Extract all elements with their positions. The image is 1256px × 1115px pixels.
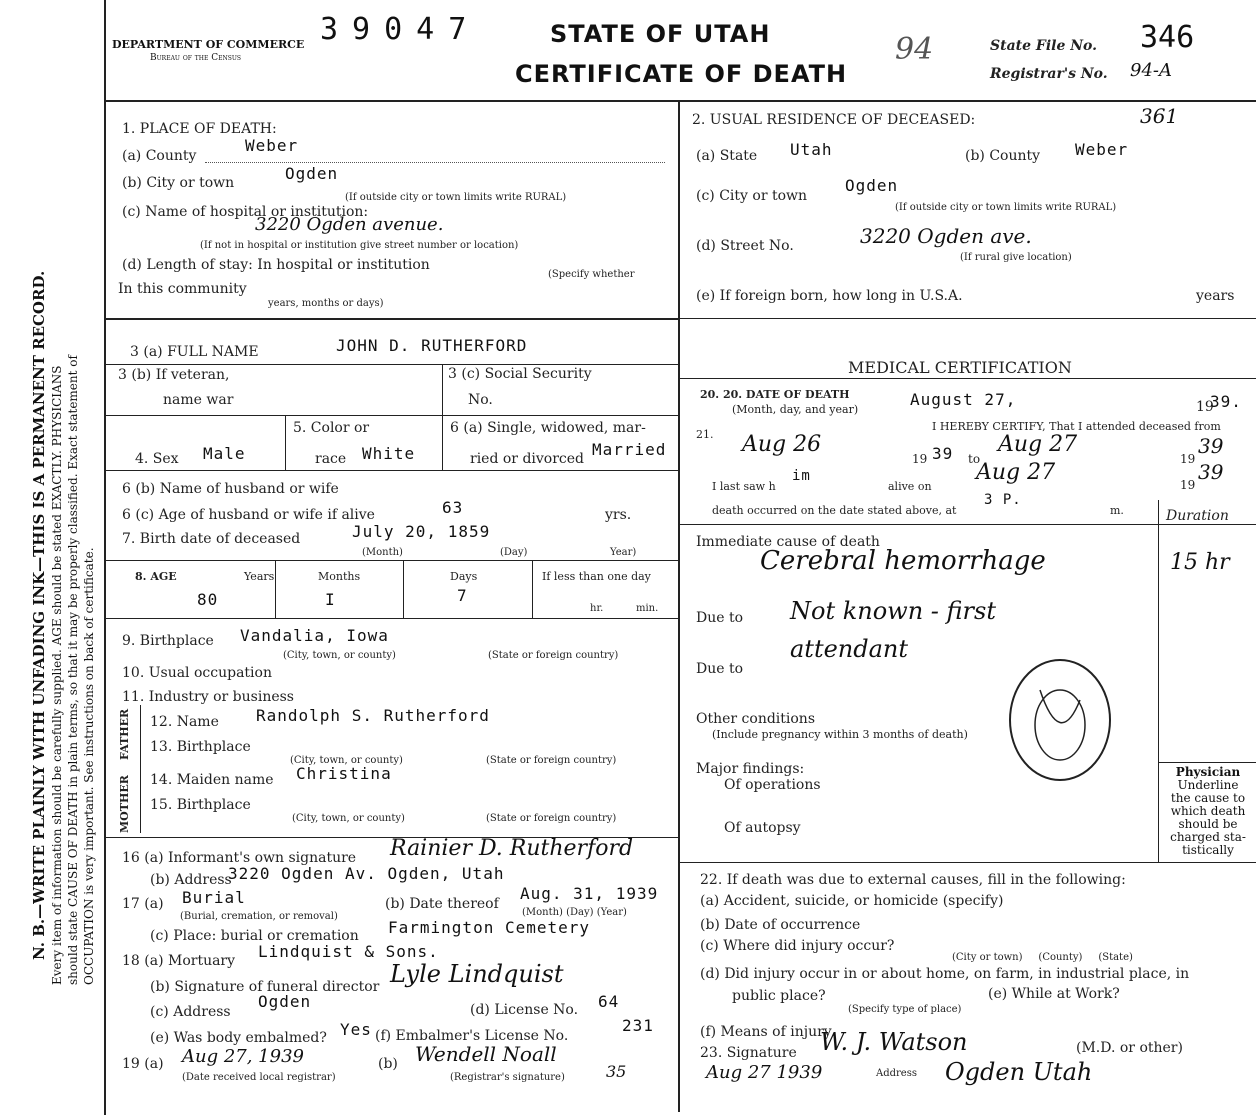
- embalmer: 231: [622, 1016, 654, 1035]
- registrar-note: (Registrar's signature): [450, 1072, 565, 1083]
- pod-community-label: In this community: [118, 281, 247, 297]
- received-note: (Date received local registrar): [182, 1072, 336, 1083]
- registrar-value: 94-A: [1130, 60, 1172, 81]
- department: DEPARTMENT OF COMMERCE: [112, 38, 305, 51]
- full-name: JOHN D. RUTHERFORD: [336, 336, 528, 355]
- occupation-label: 10. Usual occupation: [122, 665, 272, 681]
- father-side-label: FATHER: [118, 708, 131, 760]
- sig-date: Aug 27 1939: [706, 1062, 823, 1083]
- informant-sig-label: 16 (a) Informant's own signature: [122, 850, 357, 866]
- certify-num: 21.: [696, 428, 714, 441]
- pod-specify: (Specify whether: [548, 269, 635, 280]
- age-years-label: Years: [244, 570, 275, 583]
- age-months: I: [325, 590, 336, 609]
- major-label: Major findings:: [696, 761, 805, 777]
- veteran-label: 3 (b) If veteran,: [118, 367, 230, 383]
- birth-day: (Day): [500, 547, 528, 558]
- pb-0: Physician: [1175, 765, 1241, 779]
- embalmed-label: (e) Was body embalmed?: [150, 1030, 327, 1046]
- hr: hr.: [590, 603, 604, 614]
- alive-on: alive on: [888, 480, 932, 493]
- from-year: 39: [932, 444, 954, 463]
- age-label: 8. AGE: [135, 570, 177, 583]
- fb-state-note: (State or foreign country): [486, 755, 617, 766]
- mother-name-label: 14. Maiden name: [150, 772, 274, 788]
- alive-date: Aug 27: [976, 460, 1056, 485]
- marital: Married: [592, 440, 667, 459]
- duration: 15 hr: [1170, 550, 1230, 575]
- place-of-death-heading: 1. PLACE OF DEATH:: [122, 121, 277, 137]
- last-saw-label: I last saw h: [712, 480, 776, 493]
- birthplace-label: 9. Birthplace: [122, 633, 214, 649]
- attended-to: Aug 27: [998, 432, 1078, 457]
- less-than-day: If less than one day: [542, 570, 651, 583]
- pb-2: the cause to: [1170, 791, 1246, 805]
- dod-note: (Month, day, and year): [732, 403, 859, 416]
- director-signature: Lyle Lindquist: [390, 960, 564, 988]
- ext-d2: public place?: [732, 988, 826, 1004]
- due1: Not known - first attendant: [790, 597, 996, 663]
- ss-no: No.: [468, 392, 493, 408]
- registrar-mark: 35: [606, 1062, 627, 1081]
- informant-address-label: (b) Address: [150, 872, 232, 888]
- ext-f: (f) Means of injury: [700, 1024, 832, 1040]
- res-street-label: (d) Street No.: [696, 238, 794, 254]
- res-city-label: (c) City or town: [696, 188, 808, 204]
- res-county: Weber: [1075, 140, 1129, 159]
- death-time: 3 P.: [984, 492, 1022, 508]
- registrar-sig-label: (b): [378, 1056, 398, 1072]
- ss-label: 3 (c) Social Security: [448, 366, 592, 382]
- registrar-label: Registrar's No.: [990, 66, 1108, 82]
- operations-label: Of operations: [724, 777, 821, 793]
- burial-date-note: (Month) (Day) (Year): [522, 907, 627, 918]
- mother-name: Christina: [296, 764, 392, 783]
- pod-stay-label: (d) Length of stay: In hospital or institution: [122, 257, 430, 273]
- full-name-label: 3 (a) FULL NAME: [130, 344, 259, 360]
- license-label: (d) License No.: [470, 1002, 579, 1018]
- physician-signature: W. J. Watson: [820, 1028, 968, 1056]
- pb-1: Underline: [1177, 778, 1239, 792]
- time-m: m.: [1110, 504, 1124, 517]
- state-title: STATE OF UTAH: [550, 20, 771, 48]
- ext-d-note: (Specify type of place): [848, 1004, 962, 1015]
- pod-hospital-note: (If not in hospital or institution give street number or location): [200, 240, 519, 251]
- pod-county-label: (a) County: [122, 148, 197, 164]
- fd-address-label: (c) Address: [150, 1004, 231, 1020]
- father-name: Randolph S. Rutherford: [256, 706, 490, 725]
- color-label: 5. Color or: [293, 420, 370, 436]
- pod-community-note: years, months or days): [268, 298, 384, 309]
- burial-date-label: (b) Date thereof: [385, 896, 499, 912]
- pb-3: which death: [1170, 804, 1246, 818]
- spouse-label: 6 (b) Name of husband or wife: [122, 481, 339, 497]
- immediate-cause: Cerebral hemorrhage: [760, 546, 1046, 576]
- res-city-note: (If outside city or town limits write RURAL): [895, 202, 1117, 213]
- sex-label: 4. Sex: [135, 451, 179, 467]
- physician-box: [1162, 766, 1254, 857]
- age-months-label: Months: [318, 570, 361, 583]
- race: White: [362, 444, 416, 463]
- mortuary-label: 18 (a) Mortuary: [122, 953, 236, 969]
- embalmer-label: (f) Embalmer's License No.: [375, 1028, 569, 1044]
- ext-d: (d) Did injury occur in or about home, on farm, in industrial place, in: [700, 966, 1190, 982]
- duration-label: Duration: [1166, 508, 1229, 524]
- received-label: 19 (a): [122, 1056, 164, 1072]
- res-state: Utah: [790, 140, 833, 159]
- received-date: Aug 27, 1939: [182, 1046, 304, 1067]
- pod-city: Ogden: [285, 164, 339, 183]
- pod-city-note: (If outside city or town limits write RURAL): [345, 192, 567, 203]
- birth-label: 7. Birth date of deceased: [122, 531, 301, 547]
- serial-number: 39047: [320, 12, 481, 47]
- mb-city-note: (City, town, or county): [292, 813, 405, 824]
- sig-address-label: Address: [876, 1068, 917, 1079]
- pb-4: should be: [1178, 817, 1238, 831]
- medical-heading: MEDICAL CERTIFICATION: [848, 358, 1072, 377]
- pb-5: charged sta-: [1170, 830, 1246, 844]
- res-state-label: (a) State: [696, 148, 758, 164]
- marital-label2: ried or divorced: [470, 451, 584, 467]
- occurred-label: death occurred on the date stated above, at: [712, 504, 957, 517]
- from-nineteen: 19: [912, 452, 928, 466]
- autopsy-label: Of autopsy: [724, 820, 801, 836]
- sig-address: Ogden Utah: [945, 1058, 1093, 1086]
- pod-hospital: 3220 Ogden avenue.: [255, 214, 444, 235]
- other-label: Other conditions: [696, 711, 816, 727]
- spouse-age: 63: [442, 498, 464, 517]
- to-year: 39: [1198, 434, 1224, 458]
- certificate-title: CERTIFICATE OF DEATH: [515, 60, 848, 88]
- embalmed: Yes: [340, 1020, 372, 1039]
- to-nineteen: 19: [1180, 452, 1196, 466]
- ext-b: (b) Date of occurrence: [700, 917, 861, 933]
- age-years: 80: [197, 590, 219, 609]
- bp-state-note: (State or foreign country): [488, 650, 619, 661]
- alive-nineteen: 19: [1180, 478, 1196, 492]
- fd-address: Ogden: [258, 992, 312, 1011]
- pod-county: Weber: [245, 136, 299, 155]
- fb-city-note: (City, town, or county): [290, 755, 403, 766]
- registrar-signature: Wendell Noall: [415, 1042, 557, 1066]
- director-label: (b) Signature of funeral director: [150, 979, 380, 995]
- res-city: Ogden: [845, 176, 899, 195]
- mother-side-label: MOTHER: [118, 775, 131, 833]
- state-file-label: State File No.: [990, 38, 1098, 54]
- dod-year: 39.: [1210, 392, 1242, 411]
- dod-year-prefix: 19: [1196, 399, 1214, 415]
- burial-note: (Burial, cremation, or removal): [180, 911, 338, 922]
- ext-c-note: (City or town) (County) (State): [952, 952, 1133, 963]
- ext-a: (a) Accident, suicide, or homicide (specify): [700, 893, 1004, 909]
- margin-line2: Every item of information should be carefully supplied. AGE should be stated EXACTLY. PHYSICIANS: [50, 365, 64, 985]
- residence-mark: 361: [1140, 104, 1179, 128]
- mb-state-note: (State or foreign country): [486, 813, 617, 824]
- father-birthplace-label: 13. Birthplace: [150, 739, 251, 755]
- birth-month: (Month): [362, 547, 403, 558]
- birthplace: Vandalia, Iowa: [240, 626, 389, 645]
- mortuary: Lindquist & Sons.: [258, 942, 439, 961]
- immediate-label: Immediate cause of death: [696, 534, 880, 550]
- informant-signature: Rainier D. Rutherford: [390, 836, 634, 861]
- margin-warning: N. B.—WRITE PLAINLY WITH UNFADING INK—THIS IS A PERMANENT RECORD.: [30, 270, 48, 960]
- last-saw-val: im: [792, 468, 811, 484]
- burial-place-label: (c) Place: burial or cremation: [150, 928, 359, 944]
- res-foreign-label: (e) If foreign born, how long in U.S.A.: [696, 288, 963, 304]
- due1-label: Due to: [696, 610, 744, 626]
- spouse-age-label: 6 (c) Age of husband or wife if alive: [122, 507, 375, 523]
- race-label: race: [315, 451, 347, 467]
- ext-e: (e) While at Work?: [988, 986, 1120, 1002]
- war-label: name war: [163, 392, 234, 408]
- margin-line4: OCCUPATION is very important. See instructions on back of certificate.: [82, 547, 96, 985]
- ext-c: (c) Where did injury occur?: [700, 938, 895, 954]
- pod-hospital-label: (c) Name of hospital or institution:: [122, 204, 369, 220]
- residence-heading: 2. USUAL RESIDENCE OF DECEASED:: [692, 112, 976, 128]
- external-label: 22. If death was due to external causes, fill in the following:: [700, 872, 1126, 888]
- burial-label: 17 (a): [122, 896, 164, 912]
- stamp-mark: [980, 650, 1140, 790]
- sig-label: 23. Signature: [700, 1045, 797, 1061]
- alive-year: 39: [1198, 460, 1224, 484]
- burial: Burial: [182, 888, 246, 907]
- yrs: yrs.: [605, 507, 632, 523]
- to-word: to: [968, 452, 981, 466]
- sex: Male: [203, 444, 246, 463]
- corner-note: 94: [895, 32, 934, 67]
- age-days-label: Days: [450, 570, 478, 583]
- md-label: (M.D. or other): [1076, 1040, 1183, 1056]
- mother-birthplace-label: 15. Birthplace: [150, 797, 251, 813]
- other-note: (Include pregnancy within 3 months of death): [712, 728, 968, 741]
- age-days: 7: [457, 586, 468, 605]
- certify-text: I HEREBY CERTIFY, That I attended deceased from: [932, 420, 1221, 433]
- left-margin: [0, 0, 100, 1115]
- pb-6: tistically: [1182, 843, 1234, 857]
- date-of-death-label-text: 20. 20. DATE OF DEATH: [700, 388, 850, 401]
- birth-year: Year): [610, 547, 637, 558]
- dod-label: 20. DATE OF DEATH: [722, 388, 850, 401]
- state-file-value: 346: [1140, 20, 1195, 55]
- father-name-label: 12. Name: [150, 714, 219, 730]
- dod: August 27,: [910, 390, 1017, 409]
- burial-date: Aug. 31, 1939: [520, 884, 659, 903]
- pod-city-label: (b) City or town: [122, 175, 235, 191]
- res-years: years: [1196, 288, 1235, 304]
- industry-label: 11. Industry or business: [122, 689, 294, 705]
- due2-label: Due to: [696, 661, 744, 677]
- license: 64: [598, 992, 620, 1011]
- min: min.: [636, 603, 659, 614]
- margin-line3: should state CAUSE OF DEATH in plain terms, so that it may be properly classified. Exact statement of: [66, 355, 80, 985]
- res-street: 3220 Ogden ave.: [860, 224, 1032, 248]
- informant-address: 3220 Ogden Av. Ogden, Utah: [228, 864, 505, 883]
- marital-label: 6 (a) Single, widowed, mar-: [450, 420, 646, 436]
- res-street-note: (If rural give location): [960, 252, 1072, 263]
- attended-from: Aug 26: [742, 432, 822, 457]
- res-county-label: (b) County: [965, 148, 1041, 164]
- bureau: Bureau of the Census: [150, 53, 242, 63]
- bp-city-note: (City, town, or county): [283, 650, 396, 661]
- burial-place: Farmington Cemetery: [388, 918, 591, 937]
- birth-date: July 20, 1859: [352, 522, 491, 541]
